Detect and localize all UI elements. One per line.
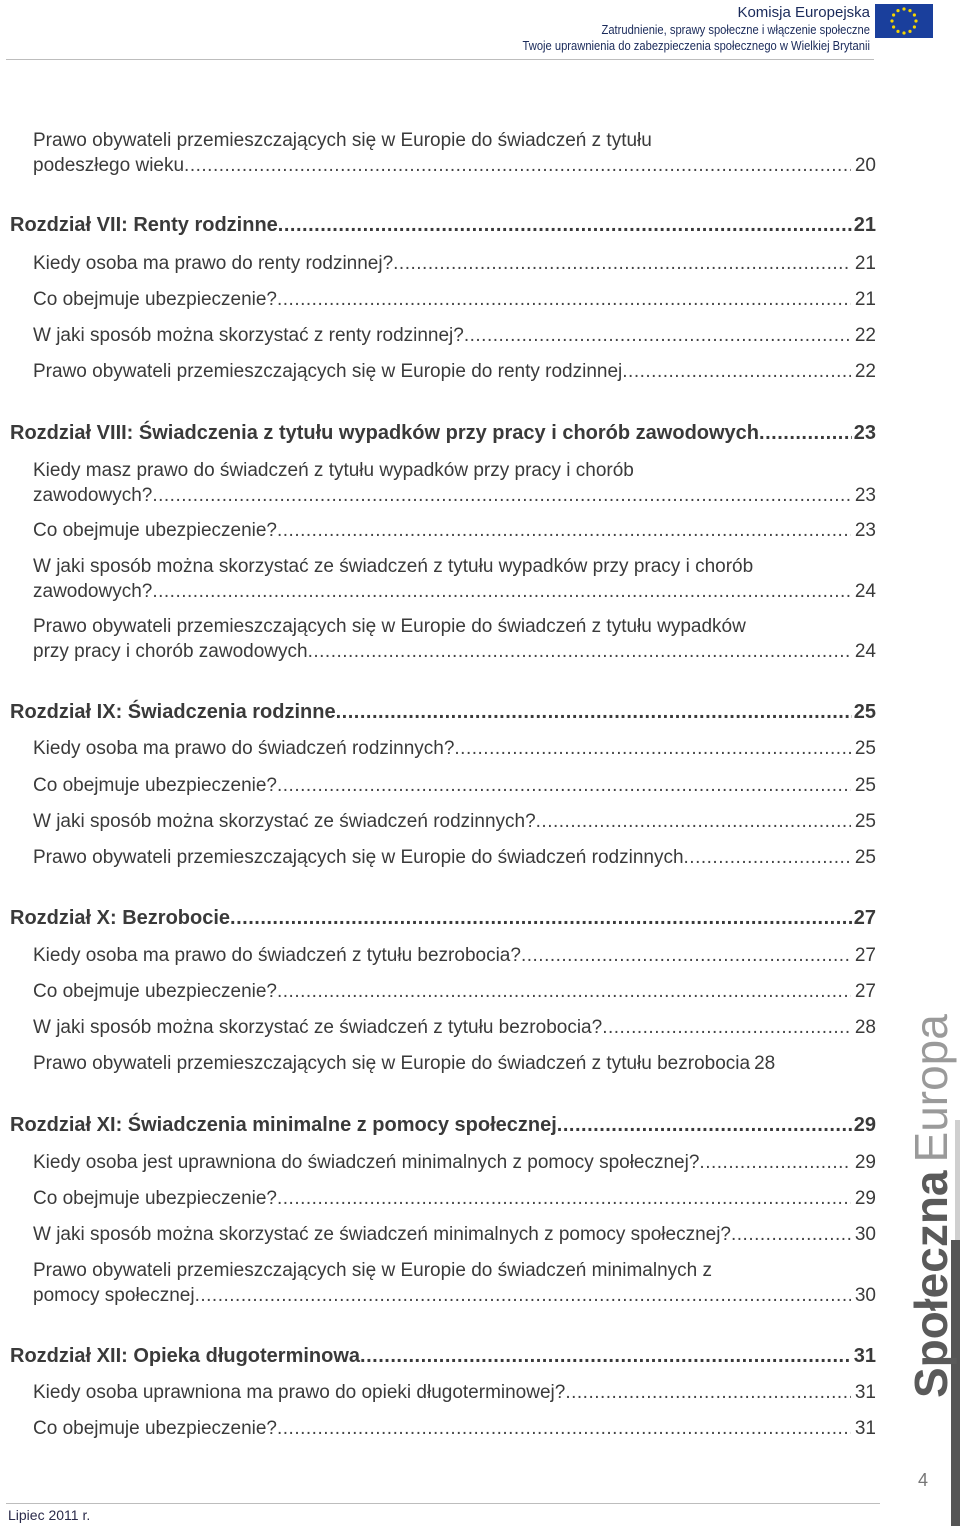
toc-entry[interactable] [33, 809, 876, 834]
toc-entry-text: Kiedy osoba ma prawo do świadczeń rodzinnych? [33, 738, 455, 759]
toc-page-number: 29 [853, 1114, 876, 1136]
toc-entry[interactable] [33, 1015, 876, 1040]
toc-page-number: 27 [853, 907, 876, 929]
toc-page-number: 22 [854, 325, 876, 346]
toc-entry-text: Kiedy osoba ma prawo do świadczeń z tytułu bezrobocia? [33, 945, 521, 966]
toc-entry-text: Kiedy osoba jest uprawniona do świadczeń minimalnych z pomocy społecznej? [33, 1152, 700, 1173]
toc-page-number: 28 [754, 1053, 776, 1074]
toc-entry[interactable] [33, 128, 876, 178]
toc-page-number: 20 [854, 155, 876, 176]
toc-page-number: 21 [854, 253, 876, 274]
leader-dots [565, 1380, 851, 1405]
toc-entry[interactable] [33, 614, 876, 664]
leader-dots [277, 979, 851, 1004]
toc-entry[interactable] [33, 458, 876, 508]
toc-page-number: 21 [853, 214, 876, 236]
toc-entry[interactable] [33, 1416, 876, 1441]
toc-chapter[interactable] [10, 905, 876, 931]
toc-page-number: 30 [854, 1285, 876, 1306]
header-dept: Zatrudnienie, sprawy społeczne i włączenie społeczne [601, 22, 870, 37]
toc-entry-line1: Prawo obywateli przemieszczających się w Europie do świadczeń z tytułu wypadków [33, 616, 746, 637]
leader-dots [360, 1343, 852, 1369]
toc-chapter-title: Rozdział VII: Renty rodzinne [10, 214, 278, 236]
toc-entry-line2: zawodowych? [33, 581, 153, 602]
toc-page-number: 28 [854, 1017, 876, 1038]
toc-entry-line2: podeszłego wieku [33, 155, 185, 176]
leader-dots [731, 1222, 851, 1247]
leader-dots [699, 1150, 850, 1175]
leader-dots [336, 699, 852, 725]
toc-entry[interactable] [33, 287, 876, 312]
side-logo-light: Europa [905, 1014, 957, 1163]
toc-chapter[interactable] [10, 1343, 876, 1369]
toc-entry-line1: Kiedy masz prawo do świadczeń z tytułu wypadków przy pracy i chorób [33, 460, 634, 481]
toc-entry[interactable] [33, 736, 876, 761]
toc-page-number: 27 [854, 945, 876, 966]
toc-chapter-title: Rozdział XII: Opieka długoterminowa [10, 1345, 361, 1367]
toc-entry-text: Co obejmuje ubezpieczenie? [33, 775, 277, 796]
toc-page-number: 31 [854, 1418, 876, 1439]
toc-entry-text: Co obejmuje ubezpieczenie? [33, 289, 277, 310]
toc-page-number: 22 [854, 361, 876, 382]
toc-entry[interactable] [33, 943, 876, 968]
header-divider [6, 59, 874, 60]
leader-dots [277, 518, 851, 543]
document-header [466, 4, 870, 54]
toc-chapter[interactable] [10, 1112, 876, 1138]
leader-dots [277, 287, 851, 312]
toc-entry-text: Co obejmuje ubezpieczenie? [33, 520, 277, 541]
toc-entry[interactable] [33, 1051, 876, 1076]
leader-dots [602, 1015, 851, 1040]
toc-entry[interactable] [33, 845, 876, 870]
toc-page-number: 25 [854, 738, 876, 759]
leader-dots [521, 943, 851, 968]
toc-entry[interactable] [33, 773, 876, 798]
leader-dots [152, 483, 851, 508]
toc-page-number: 30 [854, 1224, 876, 1245]
leader-dots [557, 1112, 852, 1138]
leader-dots [278, 212, 852, 238]
toc-chapter[interactable] [10, 699, 876, 725]
toc-entry-line2: przy pracy i chorób zawodowych [33, 641, 308, 662]
toc-entry-text: Prawo obywateli przemieszczających się w Europie do renty rodzinnej [33, 361, 623, 382]
leader-dots [195, 1283, 851, 1308]
toc-entry-text: W jaki sposób można skorzystać z renty rodzinnej? [33, 325, 464, 346]
header-doc-title: Twoje uprawnienia do zabezpieczenia społecznego w Wielkiej Brytanii [522, 38, 870, 53]
toc-chapter-title: Rozdział XI: Świadczenia minimalne z pomocy społecznej [10, 1114, 557, 1136]
toc-chapter[interactable] [10, 212, 876, 238]
toc-entry-text: Co obejmuje ubezpieczenie? [33, 981, 277, 1002]
toc-page-number: 29 [854, 1188, 876, 1209]
leader-dots [622, 359, 851, 384]
leader-dots [454, 736, 850, 761]
footer-date: Lipiec 2011 r. [8, 1507, 91, 1523]
toc-page-number: 25 [854, 847, 876, 868]
toc-page-number: 25 [853, 701, 876, 723]
toc-entry-line1: Prawo obywateli przemieszczających się w Europie do świadczeń z tytułu [33, 130, 652, 151]
leader-dots [393, 251, 851, 276]
leader-dots [308, 639, 851, 664]
eu-flag-icon [875, 4, 933, 38]
leader-dots [184, 153, 851, 178]
toc-entry[interactable] [33, 323, 876, 348]
side-logo-text [906, 1014, 956, 1398]
toc-entry[interactable] [33, 1186, 876, 1211]
toc-page-number: 31 [854, 1382, 876, 1403]
toc-entry-line2: pomocy społecznej [33, 1285, 195, 1306]
toc-page-number: 23 [853, 422, 876, 444]
toc-entry[interactable] [33, 1380, 876, 1405]
leader-dots [277, 773, 851, 798]
toc-entry-line1: Prawo obywateli przemieszczających się w Europie do świadczeń minimalnych z [33, 1260, 712, 1281]
toc-chapter-title: Rozdział X: Bezrobocie [10, 907, 231, 929]
toc-page-number: 25 [854, 811, 876, 832]
toc-entry-text: W jaki sposób można skorzystać ze świadczeń rodzinnych? [33, 811, 536, 832]
leader-dots [536, 809, 851, 834]
toc-entry[interactable] [33, 1150, 876, 1175]
side-logo-strong: Społeczna [905, 1170, 957, 1398]
toc-page-number: 23 [854, 520, 876, 541]
toc-entry[interactable] [33, 554, 876, 604]
toc-page-number: 21 [854, 289, 876, 310]
toc-page-number: 25 [854, 775, 876, 796]
toc-entry-text: Kiedy osoba ma prawo do renty rodzinnej? [33, 253, 394, 274]
leader-dots [464, 323, 851, 348]
toc-page-number: 24 [854, 581, 876, 602]
toc-page-number: 29 [854, 1152, 876, 1173]
leader-dots [759, 420, 852, 446]
toc-page-number: 27 [854, 981, 876, 1002]
leader-dots [152, 579, 851, 604]
page-number: 4 [918, 1470, 929, 1490]
leader-dots [684, 845, 851, 870]
toc-chapter[interactable] [10, 420, 876, 446]
toc-entry-text: W jaki sposób można skorzystać ze świadczeń z tytułu bezrobocia? [33, 1017, 603, 1038]
toc-entry-line2: zawodowych? [33, 485, 153, 506]
toc-chapter-title: Rozdział VIII: Świadczenia z tytułu wypadków przy pracy i chorób zawodowych [10, 422, 760, 444]
toc-entry-text: Kiedy osoba uprawniona ma prawo do opieki długoterminowej? [33, 1382, 566, 1403]
header-org: Komisja Europejska [737, 4, 870, 21]
toc-entry-text: Co obejmuje ubezpieczenie? [33, 1418, 277, 1439]
leader-dots [230, 905, 852, 931]
toc-entry-text: Co obejmuje ubezpieczenie? [33, 1188, 277, 1209]
toc-entry[interactable] [33, 359, 876, 384]
leader-dots [277, 1416, 851, 1441]
toc-entry[interactable] [33, 979, 876, 1004]
toc-entry[interactable] [33, 251, 876, 276]
toc-page-number: 23 [854, 485, 876, 506]
toc-entry[interactable] [33, 1222, 876, 1247]
leader-dots [277, 1186, 851, 1211]
toc-page-number: 31 [853, 1345, 876, 1367]
toc-page-number: 24 [854, 641, 876, 662]
toc-entry[interactable] [33, 1258, 876, 1308]
toc-entry-text: Prawo obywateli przemieszczających się w Europie do świadczeń rodzinnych [33, 847, 684, 868]
toc-entry-text: W jaki sposób można skorzystać ze świadczeń minimalnych z pomocy społecznej? [33, 1224, 731, 1245]
toc-chapter-title: Rozdział IX: Świadczenia rodzinne [10, 701, 336, 723]
footer-divider [6, 1503, 880, 1504]
toc-entry-line1: W jaki sposób można skorzystać ze świadczeń z tytułu wypadków przy pracy i chorób [33, 556, 754, 577]
toc-entry[interactable] [33, 518, 876, 543]
toc-entry-text: Prawo obywateli przemieszczających się w Europie do świadczeń z tytułu bezrobocia [33, 1053, 751, 1074]
